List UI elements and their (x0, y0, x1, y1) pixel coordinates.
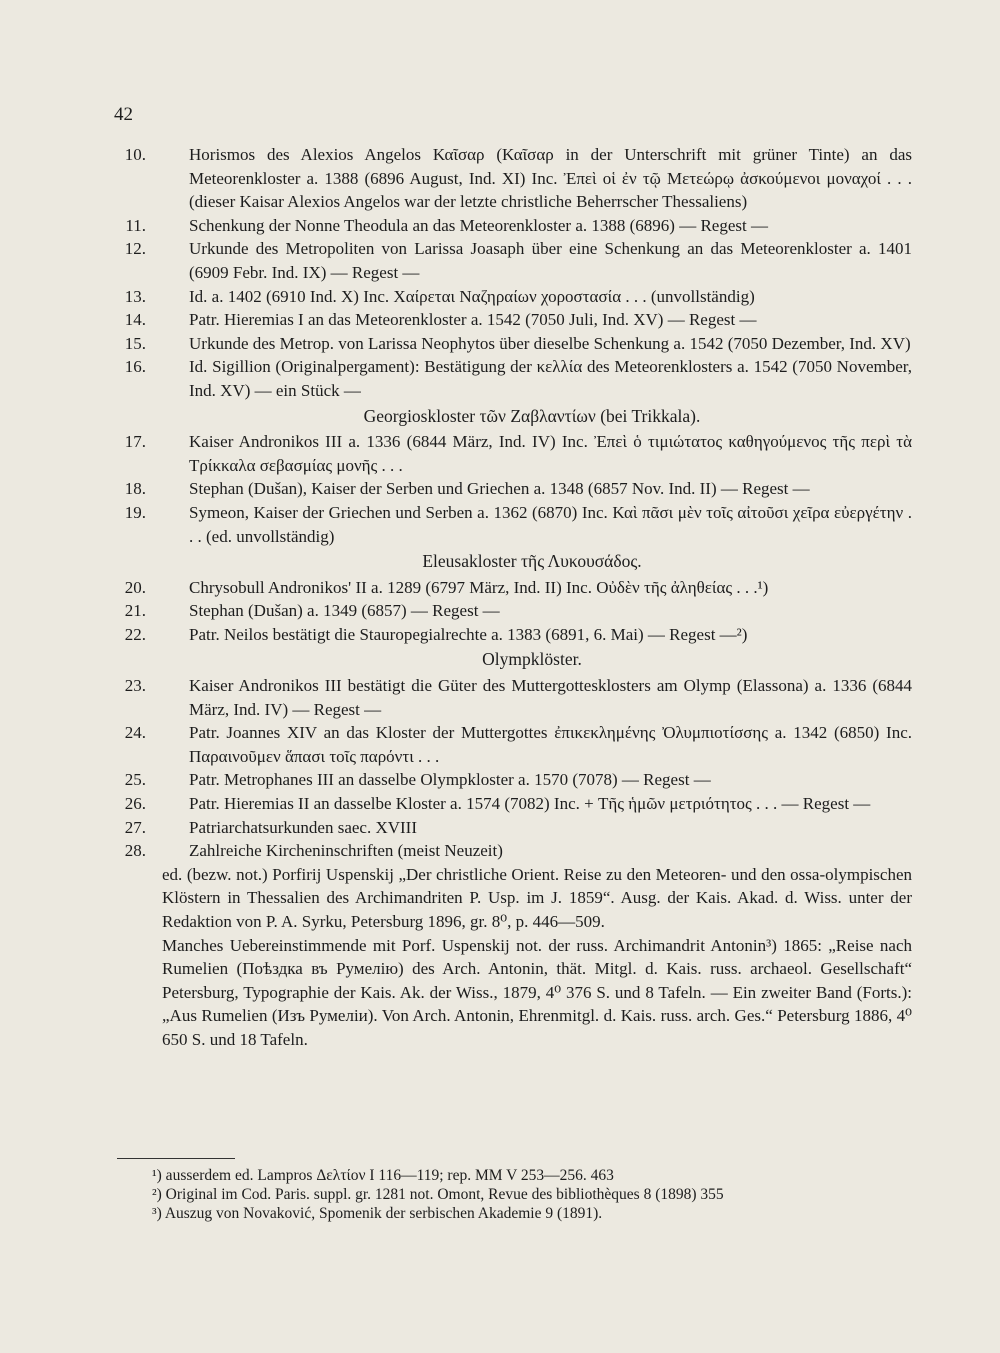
entry-number: 14. (124, 310, 146, 330)
list-item (112, 816, 912, 840)
list-item (112, 285, 912, 309)
section-heading: Georgioskloster τῶν Ζαβλαντίων (bei Trikkala). (363, 405, 701, 426)
list-item (112, 430, 912, 477)
entry-text: Zahlreiche Kircheninschriften (meist Neuzeit) (189, 841, 503, 861)
entry-text: Schenkung der Nonne Theodula an das Meteorenkloster a. 1388 (6896) — Regest — (189, 215, 768, 235)
list-item (112, 576, 912, 600)
list-item (112, 143, 912, 214)
list-item (112, 623, 912, 647)
entry-text: Chrysobull Andronikos' II a. 1289 (6797 März, Ind. II) Inc. Οὐδὲν τῆς ἀληθείας . . .¹) (189, 577, 769, 597)
list-item (112, 501, 912, 548)
entry-number: 15. (124, 333, 146, 353)
entry-number: 23. (124, 676, 146, 696)
entry-text: Patr. Metrophanes III an dasselbe Olympkloster a. 1570 (7078) — Regest — (189, 770, 711, 790)
footnotes (152, 1166, 852, 1223)
entry-number: 18. (124, 479, 146, 499)
list-item (112, 237, 912, 284)
entry-list (112, 143, 912, 1052)
entry-number: 19. (124, 502, 146, 522)
entry-number: 21. (124, 601, 146, 621)
entry-number: 12. (124, 239, 146, 259)
list-item (112, 768, 912, 792)
entry-number: 22. (124, 624, 146, 644)
entry-text: Id. a. 1402 (6910 Ind. X) Inc. Χαίρεται Ναζηραίων χοροστασία . . . (unvollständig) (189, 286, 755, 306)
list-item (112, 839, 912, 863)
section-heading: Eleusakloster τῆς Λυκουσάδος. (422, 551, 642, 572)
entry-text: Stephan (Dušan), Kaiser der Serben und Griechen a. 1348 (6857 Nov. Ind. II) — Regest — (189, 479, 810, 499)
entry-number: 10. (124, 145, 146, 164)
page-number: 42 (114, 104, 133, 125)
entry-number: 13. (124, 286, 146, 306)
entry-number: 17. (124, 432, 146, 452)
footnote: ³) Auszug von Novaković, Spomenik der serbischen Akademie 9 (1891). (152, 1205, 603, 1222)
list-item (112, 214, 912, 238)
entry-number: 28. (124, 841, 146, 861)
entry-number: 20. (124, 577, 146, 597)
section-heading: Olympklöster. (482, 649, 582, 670)
entry-text: Patr. Joannes XIV an das Kloster der Muttergottes ἐπικεκλημένης Ὀλυμπιοτίσσης a. 1342 (6850) Inc. Παραινοῦμεν ἅπασι τοῖς παρόντι . . . (189, 723, 912, 766)
entry-number: 16. (124, 357, 146, 377)
bibliography-note: Manches Uebereinstimmende mit Porf. Uspenskij not. der russ. Archimandrit Antonin³) 1865: „Reise nach Rumelien (Поѣздка въ Румелію) des Arch. Antonin, thät. Mitgl. d. Kais. russ. archaeol. Gesellschaft“ Petersburg, Typographie der Kais. Ak. der Wiss., 1879, 4⁰ 376 S. und 8 Tafeln. — Ein zweiter Band (Forts.): „Aus Rumelien (Изъ Румеліи). Von Arch. Antonin, Ehrenmitgl. d. Kais. russ. arch. Ges.“ Petersburg 1886, 4⁰ 650 S. und 18 Tafeln. (162, 935, 912, 1049)
list-item (112, 355, 912, 402)
footnote: ²) Original im Cod. Paris. suppl. gr. 1281 not. Omont, Revue des bibliothèques 8 (1898) 355 (152, 1186, 724, 1203)
list-item (112, 721, 912, 768)
entry-text: Horismos des Alexios Angelos Καῖσαρ (Καῖσαρ in der Unterschrift mit grüner Tinte) an das Meteorenkloster a. 1388 (6896 August, Ind. XI) Inc. Ἐπεὶ οἱ ἐν τῷ Μετεώρῳ ἀσκούμενοι μοναχοί . . . (dieser Kaisar Alexios Angelos war der letzte christliche Beherrscher Thessaliens) (189, 145, 912, 212)
entry-text: Kaiser Andronikos III a. 1336 (6844 März, Ind. IV) Inc. Ἐπεὶ ὁ τιμιώτατος καθηγούμενος τῆς περὶ τὰ Τρίκκαλα σεβασμίας μονῆς . . . (189, 432, 912, 475)
entry-number: 24. (124, 723, 146, 743)
list-item (112, 332, 912, 356)
entry-text: Urkunde des Metropoliten von Larissa Joasaph über eine Schenkung an das Meteorenkloster a. 1401 (6909 Febr. Ind. IX) — Regest — (189, 239, 912, 282)
entry-text: Patr. Hieremias I an das Meteorenkloster a. 1542 (7050 Juli, Ind. XV) — Regest — (189, 310, 757, 330)
bibliography-note: ed. (bezw. not.) Porfirij Uspenskij „Der christliche Orient. Reise zu den Meteoren- und den ossa-olympischen Klöstern in Thessalien des Archimandriten P. Usp. im J. 1859“. Ausg. der Kais. Akad. d. Wiss. unter der Redaktion von P. A. Syrku, Petersburg 1896, gr. 8⁰, p. 446—509. (162, 864, 912, 931)
entry-text: Urkunde des Metrop. von Larissa Neophytos über dieselbe Schenkung a. 1542 (7050 Dezember, Ind. XV) (189, 333, 911, 353)
list-item (112, 308, 912, 332)
list-item (112, 477, 912, 501)
entry-number: 26. (124, 794, 146, 814)
list-item (112, 792, 912, 816)
entry-text: Kaiser Andronikos III bestätigt die Güter des Muttergottesklosters am Olymp (Elassona) a. 1336 (6844 März, Ind. IV) — Regest — (189, 676, 912, 719)
footnote-divider (117, 1158, 235, 1159)
entry-number: 25. (124, 770, 146, 790)
entry-text: Stephan (Dušan) a. 1349 (6857) — Regest — (189, 601, 500, 621)
entry-number: 27. (124, 817, 146, 837)
entry-text: Patr. Neilos bestätigt die Stauropegialrechte a. 1383 (6891, 6. Mai) — Regest —²) (189, 624, 748, 644)
list-item (112, 674, 912, 721)
entry-text: Patriarchatsurkunden saec. XVIII (189, 817, 417, 837)
entry-number: 11. (125, 215, 146, 235)
entry-text: Symeon, Kaiser der Griechen und Serben a. 1362 (6870) Inc. Καὶ πᾶσι μὲν τοῖς αἰτοῦσι χεῖρα εὐεργέτην . . . (ed. unvollständig) (189, 502, 912, 546)
list-item (112, 599, 912, 623)
footnote: ¹) ausserdem ed. Lampros Δελτίον I 116—119; rep. MM V 253—256. 463 (152, 1167, 614, 1184)
entry-text: Id. Sigillion (Originalpergament): Bestätigung der κελλία des Meteorenklosters a. 1542 (7050 November, Ind. XV) — ein Stück — (189, 357, 912, 400)
entry-text: Patr. Hieremias II an dasselbe Kloster a. 1574 (7082) Inc. + Τῆς ἡμῶν μετριότητος . . . — Regest — (189, 794, 871, 814)
